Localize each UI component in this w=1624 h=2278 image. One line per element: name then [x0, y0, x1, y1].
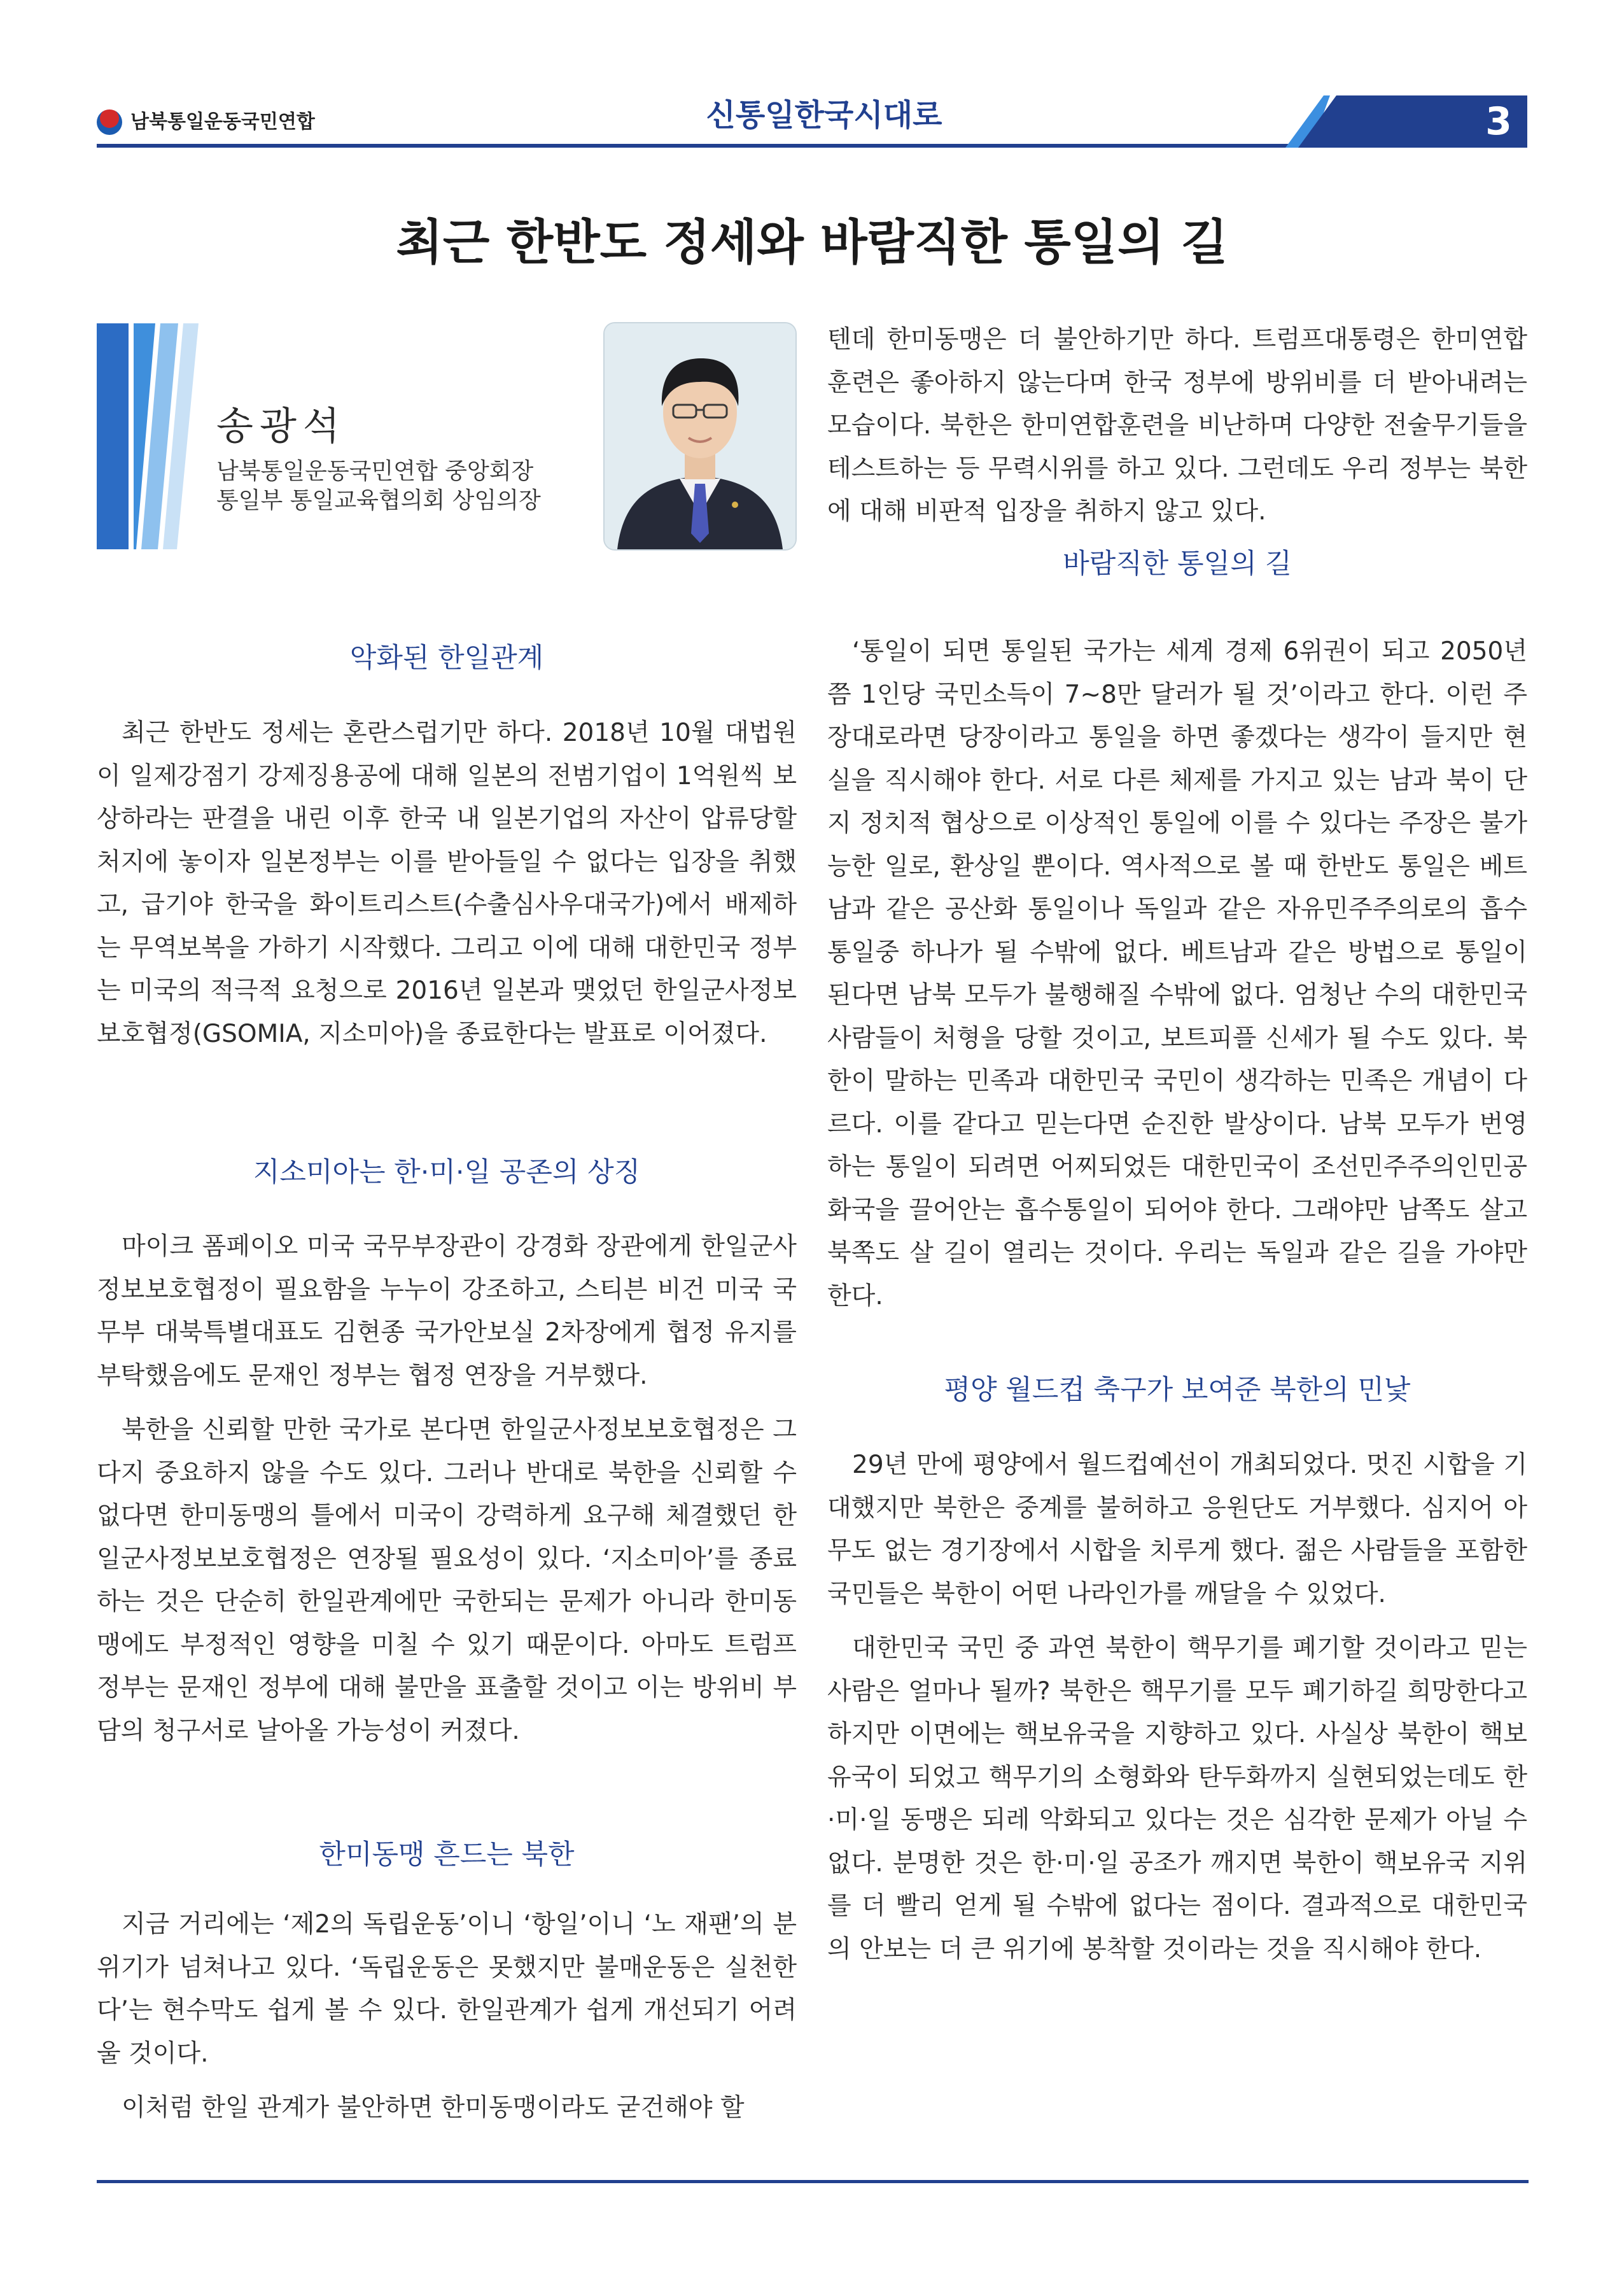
author-role: 통일부 통일교육협의회 상임의장 [216, 488, 541, 514]
section-heading: 악화된 한일관계 [349, 642, 544, 674]
paragraph: ‘통일이 되면 통일된 국가는 세계 경제 6위권이 되고 2050년쯤 1인당 국민소득이 7~8만 달러가 될 것’이라고 한다. 이런 주장대로라면 당장이라고 통일을 하면 좋겠다는 생각이 들지만 현실을 직시해야 한다. 서로 다른 체제를 가지고 있는 남과 북이 단지 정치적 협상으로 이상적인 통일에 이를 수 있다는 주장은 불가능한 일로, 환상일 뿐이다. 역사적으로 볼 때 한반도 통일은 베트남과 같은 공산화 통일이나 독일과 같은 자유민주주의로의 흡수통일중 하나가 될 수밖에 없다. 베트남과 같은 방법으로 통일이 된다면 남북 모두가 불행해질 수밖에 없다. 엄청난 수의 대한민국 사람들이 처형을 당할 것이고, 보트피플 신세가 될 수도 있다. 북한이 말하는 민족과 대한민국 국민이 생각하는 민족은 개념이 다르다. 이를 같다고 믿는다면 순진한 발상이다. 남북 모두가 번영하는 통일이 되려면 어찌되었든 대한민국이 조선민주주의인민공화국을 끌어안는 흡수통일이 되어야 한다. 그래야만 남쪽도 살고 북쪽도 살 길이 열리는 것이다. 우리는 독일과 같은 길을 가야만 한다. [827, 637, 1527, 1311]
section-body [827, 1444, 1527, 1971]
article-title: 최근 한반도 정세와 바람직한 통일의 길 [396, 214, 1228, 271]
paragraph: 마이크 폼페이오 미국 국무부장관이 강경화 장관에게 한일군사정보보호협정이 필요함을 누누이 강조하고, 스티븐 비건 미국 국무부 대북특별대표도 김현종 국가안보실 2차장에게 협정 유지를 부탁했음에도 문재인 정부는 협정 연장을 거부했다. [97, 1232, 797, 1390]
magazine-title: 신통일한국시대로 [706, 97, 942, 133]
author-role: 남북통일운동국민연합 중앙회장 [216, 458, 534, 484]
section-heading: 한미동맹 흔드는 북한 [319, 1839, 575, 1871]
paragraph: 29년 만에 평양에서 월드컵예선이 개최되었다. 멋진 시합을 기대했지만 북한은 중계를 불허하고 응원단도 거부했다. 심지어 아무도 없는 경기장에서 시합을 치루게 했다. 젊은 사람들을 포함한 국민들은 북한이 어떤 나라인가를 깨달을 수 있었다. [827, 1451, 1527, 1608]
author-stripes-decoration [97, 323, 218, 549]
footer-rule [97, 2180, 1529, 2183]
section-heading: 평양 월드컵 축구가 보여준 북한의 민낯 [944, 1374, 1411, 1406]
org-name: 남북통일운동국민연합 [130, 111, 315, 133]
paragraph: 북한을 신뢰할 만한 국가로 본다면 한일군사정보보호협정은 그다지 중요하지 않을 수도 있다. 그러나 반대로 북한을 신뢰할 수 없다면 한미동맹의 틀에서 미국이 강력하게 요구해 체결했던 한일군사정보보호협정은 연장될 필요성이 있다. ‘지소미아’를 종료하는 것은 단순히 한일관계에만 국한되는 문제가 아니라 한미동맹에도 부정적인 영향을 미칠 수 있기 때문이다. 아마도 트럼프 정부는 문재인 정부에 대해 불만을 표출할 것이고 이는 방위비 부담의 청구서로 날아올 가능성이 커졌다. [97, 1416, 797, 1745]
page-number: 3 [1485, 99, 1512, 144]
section-body [97, 1225, 797, 1752]
author-photo [605, 323, 795, 549]
section-body [827, 318, 1527, 533]
section-body [827, 630, 1527, 1318]
paragraph: 최근 한반도 정세는 혼란스럽기만 하다. 2018년 10월 대법원이 일제강점기 강제징용공에 대해 일본의 전범기업이 1억원씩 보상하라는 판결을 내린 이후 한국 내 일본기업의 자산이 압류당할 처지에 놓이자 일본정부는 이를 받아들일 수 없다는 입장을 취했고, 급기야 한국을 화이트리스트(수출심사우대국가)에서 배제하는 무역보복을 가하기 시작했다. 그리고 이에 대해 대한민국 정부는 미국의 적극적 요청으로 2016년 일본과 맺었던 한일군사정보보호협정(GSOMIA, 지소미아)을 종료한다는 발표로 이어졌다. [97, 719, 797, 1048]
author-name: 송광석 [216, 404, 346, 449]
section-body [97, 712, 797, 1055]
paragraph: 이처럼 한일 관계가 불안하면 한미동맹이라도 굳건해야 할 [122, 2093, 745, 2122]
paragraph: 지금 거리에는 ‘제2의 독립운동’이니 ‘항일’이니 ‘노 재팬’의 분위기가 넘쳐나고 있다. ‘독립운동은 못했지만 불매운동은 실천한다’는 현수막도 쉽게 볼 수 있다. 한일관계가 쉽게 개선되기 어려울 것이다. [97, 1910, 797, 2068]
org-logo-icon [97, 109, 122, 135]
paragraph: 대한민국 국민 중 과연 북한이 핵무기를 폐기할 것이라고 믿는 사람은 얼마나 될까? 북한은 핵무기를 모두 폐기하길 희망한다고 하지만 이면에는 핵보유국을 지향하고 있다. 사실상 북한이 핵보유국이 되었고 핵무기의 소형화와 탄두화까지 실현되었는데도 한·미·일 동맹은 되레 악화되고 있다는 것은 심각한 문제가 아닐 수 없다. 분명한 것은 한·미·일 공조가 깨지면 북한이 핵보유국 지위를 더 빨리 얻게 될 수밖에 없다는 점이다. 결과적으로 대한민국의 안보는 더 큰 위기에 봉착할 것이라는 것을 직시해야 한다. [827, 1634, 1527, 1964]
section-heading: 바람직한 통일의 길 [1063, 548, 1292, 580]
header-rule [97, 144, 1293, 148]
section-body [97, 1903, 797, 2130]
person-portrait-icon [605, 323, 795, 549]
section-heading: 지소미아는 한·미·일 공존의 상징 [253, 1157, 641, 1188]
paragraph: 텐데 한미동맹은 더 불안하기만 하다. 트럼프대통령은 한미연합훈련은 좋아하지 않는다며 한국 정부에 방위비를 더 받아내려는 모습이다. 북한은 한미연합훈련을 비난하며 다양한 전술무기들을 테스트하는 등 무력시위를 하고 있다. 그런데도 우리 정부는 북한에 대해 비판적 입장을 취하지 않고 있다. [827, 325, 1527, 526]
